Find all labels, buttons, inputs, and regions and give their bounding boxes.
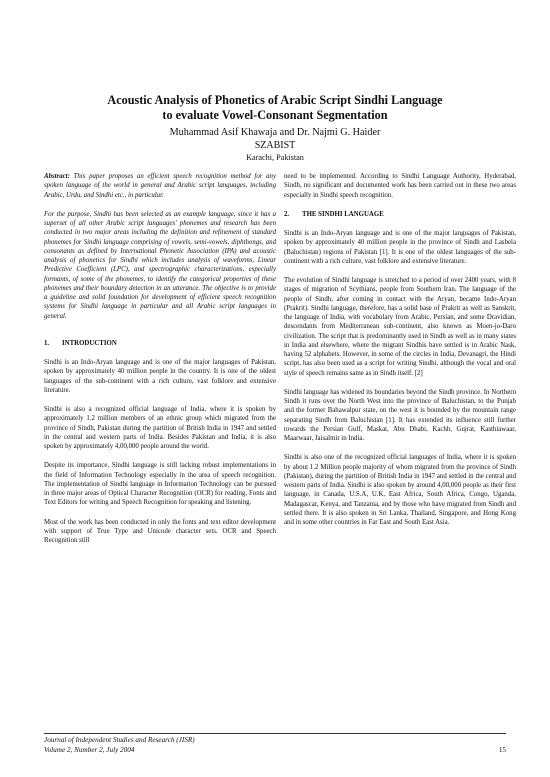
- page-number: 15: [498, 746, 506, 754]
- section-heading-introduction: [44, 339, 276, 348]
- abstract-paragraph-2: For the purpose, Sindhi has been selected as an example language, since it has a superset of all other Arabic script languages' phonemes and research has been conducted in two major areas including the definition and refinement of standard phonemes for Sindhi language comprising of vowels, semi-vowels, diphthongs, and consonants as defined by International Phonetic Association (IPA) and acoustic analysis of phonetics for Sindhi which includes analysis of waveforms, Linear Predictive Coefficient (LPC), and spectrographic characterizations, especially formants, of some of the phonemes, to identify the categorical properties of these phonemes and their boundary detection in an utterance. The objective is to provide a guideline and solid foundation for development of efficient speech recognition systems for Sindhi language in particular and all Arabic script languages in general.: [44, 210, 276, 320]
- author-affiliation: SZABIST: [254, 140, 296, 151]
- title-line-2: to evaluate Vowel-Consonant Segmentation: [162, 108, 388, 122]
- author-location: Karachi, Pakistan: [246, 153, 304, 162]
- author-names: Muhammad Asif Khawaja and Dr. Najmi G. Haider: [169, 127, 381, 138]
- section-title: THE SINDHI LANGUAGE: [302, 210, 384, 218]
- section-heading-sindhi-language: [284, 210, 516, 219]
- sindhi-paragraph-4: Sindhi is also one of the recognized official languages of India, where it is spoken by about 1.2 Million people majority of whom migrated from the province of Sindh (Pakistan), during the partition of British India in 1947 and settled in the central and western parts of India. Sindhi is also spoken by around 4,00,000 people as their first language, in Canada, U.S.A, U.K, East Africa, South Africa, Congo, Uganda, Madagascar, Kenya, and Tanzania, and by those who have migrated from Sindh and settled there. It is also spoken in Sri Lanka, Thailand, Singapore, and Hong Kong and in some other countries in Far East and South East Asia.: [284, 454, 516, 526]
- intro-paragraph-4: Most of the work has been conducted in only the fonts and text editor development with support of True Type and Unicode character sets. OCR and Speech Recognition still: [44, 518, 276, 544]
- sindhi-paragraph-1: Sindhi is an Indo-Aryan language and is one of the major languages of Pakistan, spoken by approximately 40 million people in the province of Sindh and Lasbela (Baluchistan) regions of Pakistan [1]. It is one of the oldest languages of the sub-continent with a rich culture, vast folklore and extensive literature.: [284, 230, 516, 265]
- paper-title: [40, 93, 510, 123]
- section-number: 1.: [44, 339, 50, 347]
- abstract-paragraph-1: [44, 172, 276, 200]
- intro-paragraph-3: Despite its importance, Sindhi language is still lacking robust implementations in the field of Information Technology especially in the area of speech recognition. The implementation of Sindhi language in Information Technology can be pursued in three major areas of Optical Character Recognition (OCR) for reading, Fonts and Text Editors for writing and Speech Recognition for speaking and listening.: [44, 462, 276, 507]
- intro-paragraph-1: Sindhi is an Indo-Aryan language and is one of the major languages of Pakistan, spoken by approximately 40 million people in the country. It is one of the oldest languages of the sub-continent with a rich culture, vast folklore and extensive literature.: [44, 359, 276, 394]
- abstract-label: Abstract:: [44, 173, 70, 180]
- author-block: [40, 126, 510, 163]
- page-footer: [44, 733, 506, 755]
- left-column: [44, 172, 276, 555]
- journal-name: Journal of Independent Studies and Research (JISR): [44, 736, 195, 744]
- section-number: 2.: [284, 210, 290, 218]
- title-line-1: Acoustic Analysis of Phonetics of Arabic Script Sindhi Language: [107, 93, 443, 107]
- intro-paragraph-2: Sindhi is also a recognized official language of India, where it is spoken by approximately 1.2 million members of an ethnic group which migrated from the province of Sindh, Pakistan during the partition of British India in 1947 and settled in the central and western parts of India. Besides Pakistan and India, it is also spoken by approximately 4,00,000 people around the world.: [44, 406, 276, 450]
- sindhi-paragraph-2: The evolution of Sindhi language is stretched to a period of over 2400 years, with 8 stages of migration of Scythians, people from Southern Iran. The language of the people of Sindh, after coming in contact with the Aryan, became Indo-Aryan (Prakrit). Sindhi language, therefore, has a solid base of Prakrit as well as Sanskrit, the language of India, with vocabulary from Arabic, Persian, and some Dravidian, descendants from Mediterranean sub-continent, also known as Moen-jo-Daro civilization. The script that is predominantly used in Sindh as well as in many states in India and elsewhere, where the migrant Sindhis have settled is in Arabic Nask, having 52 alphabets. However, in some of the circles in India, Devanagri, the Hindi script, has also been used as a script for writing Sindhi, although the vocal and oral style of speech remains same as in Sindh itself. [2]: [284, 277, 516, 377]
- section-title: INTRODUCTION: [62, 339, 117, 347]
- continued-paragraph: need to be implemented. According to Sindhi Language Authority, Hyderabad, Sindh, no significant and documented work has been carried out in these two areas especially in Sindhi speech recognition.: [284, 173, 516, 199]
- sindhi-paragraph-3: Sindhi language has widened its boundaries beyond the Sindh province. In Northern Sindh it runs over the North West into the province of Baluchistan, to the Punjab and the former Bahawalpur state, on the west it is bounded by the mountain range separating Sindh from Baluchistan [1]. It has extended its influence still further towards the Persian Gulf, Maskat, Abu Dhabi, Kachh, Gujrat, Kasthiawaar, Maarwaar, Jaisalmir in India.: [284, 388, 516, 442]
- journal-volume: Volume 2, Number 2, July 2004: [44, 745, 135, 754]
- abstract-text-1: This paper proposes an efficient speech recognition method for any spoken language of the world in general and Arabic script languages, including Arabic, Urdu, and Sindhi etc., in particular.: [44, 173, 277, 199]
- right-column: [284, 172, 516, 537]
